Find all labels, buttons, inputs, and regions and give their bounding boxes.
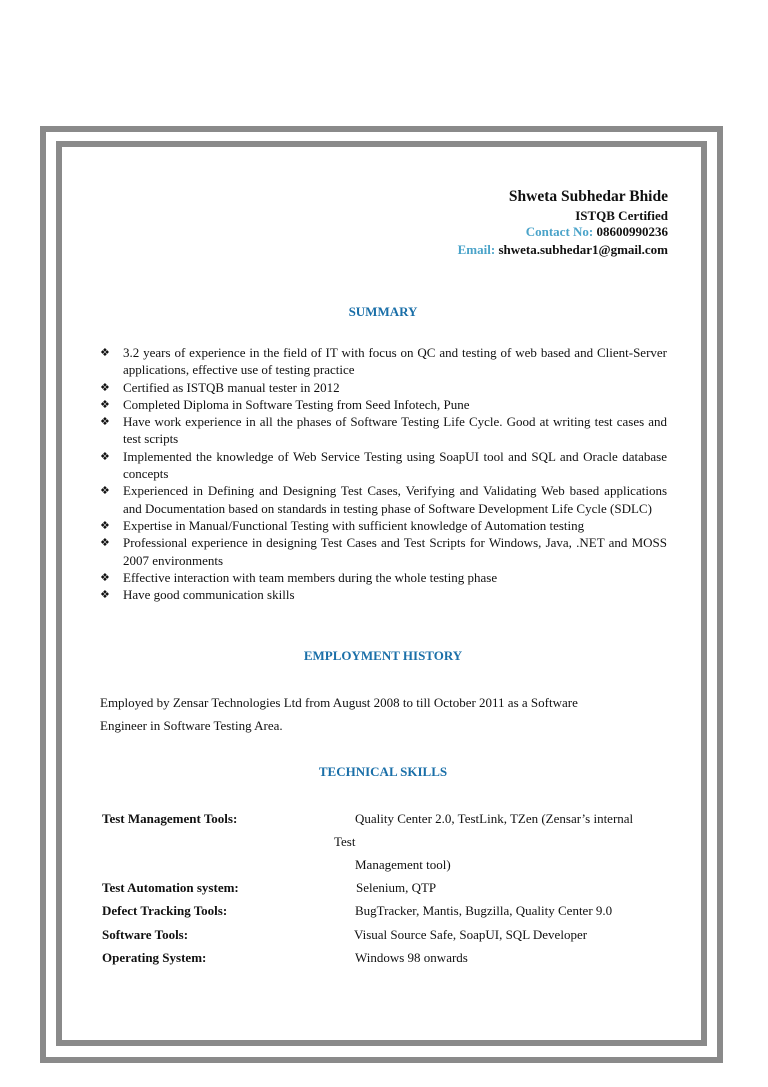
diamond-bullet-icon: ❖	[100, 570, 110, 584]
list-item: ❖ Implemented the knowledge of Web Service Testing using SoapUI tool and SQL and Oracle database concepts	[100, 448, 667, 482]
employment-line-1: Employed by Zensar Technologies Ltd from August 2008 to till October 2011 as a Software	[100, 695, 578, 710]
email-label: Email:	[457, 242, 496, 257]
diamond-bullet-icon: ❖	[100, 484, 110, 498]
skill-value-automation: Selenium, QTP	[356, 880, 437, 895]
diamond-bullet-icon: ❖	[100, 397, 110, 411]
list-item: ❖ 3.2 years of experience in the field of IT with focus on QC and testing of web based and Client-Server applications, effective use of testing practice	[100, 345, 667, 378]
diamond-bullet-icon: ❖	[100, 346, 110, 359]
employment-line-2: Engineer in Software Testing Area.	[100, 718, 283, 733]
skill-label-test-management: Test Management Tools:	[102, 811, 238, 826]
email-line	[458, 242, 668, 258]
employment-heading: EMPLOYMENT HISTORY	[303, 648, 463, 663]
skill-label-automation: Test Automation system:	[102, 880, 239, 895]
skill-value-test-management: Quality Center 2.0, TestLink, TZen (Zensar’s internal	[355, 811, 634, 826]
list-item: ❖ Experienced in Defining and Designing Test Cases, Verifying and Validating Web based applications and Documentation based on standards in testing phase of Software Development Life Cycle (SDLC)	[100, 483, 667, 516]
summary-list	[100, 344, 667, 603]
skill-value-test-management-cont: Test	[334, 834, 356, 849]
diamond-bullet-icon: ❖	[100, 415, 110, 429]
skill-value-test-management-cont2: Management tool)	[355, 857, 451, 872]
skill-label-defect-tracking: Defect Tracking Tools:	[102, 903, 228, 918]
contact-value: 08600990236	[596, 224, 668, 239]
contact-line	[526, 224, 668, 240]
candidate-name: Shweta Subhedar Bhide	[508, 188, 668, 205]
list-item: ❖ Expertise in Manual/Functional Testing with sufficient knowledge of Automation testing	[100, 517, 585, 533]
skill-label-operating-system: Operating System:	[102, 950, 207, 965]
skill-value-operating-system: Windows 98 onwards	[355, 950, 468, 965]
list-item: ❖ Certified as ISTQB manual tester in 2012	[100, 379, 340, 395]
skill-value-defect-tracking: BugTracker, Mantis, Bugzilla, Quality Center 9.0	[355, 903, 613, 918]
contact-label: Contact No:	[525, 224, 594, 239]
certification: ISTQB Certified	[575, 208, 668, 223]
list-item: ❖ Effective interaction with team members during the whole testing phase	[100, 569, 498, 585]
list-item: ❖ Completed Diploma in Software Testing from Seed Infotech, Pune	[100, 396, 470, 412]
email-value: shweta.subhedar1@gmail.com	[498, 242, 668, 257]
diamond-bullet-icon: ❖	[100, 518, 110, 532]
summary-heading: SUMMARY	[348, 304, 418, 319]
list-item: ❖ Professional experience in designing Test Cases and Test Scripts for Windows, Java, .NET and MOSS 2007 environments	[100, 535, 667, 568]
diamond-bullet-icon: ❖	[100, 380, 110, 394]
diamond-bullet-icon: ❖	[100, 536, 110, 550]
diamond-bullet-icon: ❖	[100, 449, 110, 463]
diamond-bullet-icon: ❖	[100, 588, 110, 602]
list-item: ❖ Have good communication skills	[100, 587, 295, 603]
list-item: ❖ Have work experience in all the phases of Software Testing Life Cycle. Good at writing test cases and test scripts	[100, 414, 667, 447]
skill-label-software-tools: Software Tools:	[102, 927, 189, 942]
skill-value-software-tools: Visual Source Safe, SoapUI, SQL Developer	[354, 927, 588, 942]
skills-heading: TECHNICAL SKILLS	[318, 764, 448, 779]
